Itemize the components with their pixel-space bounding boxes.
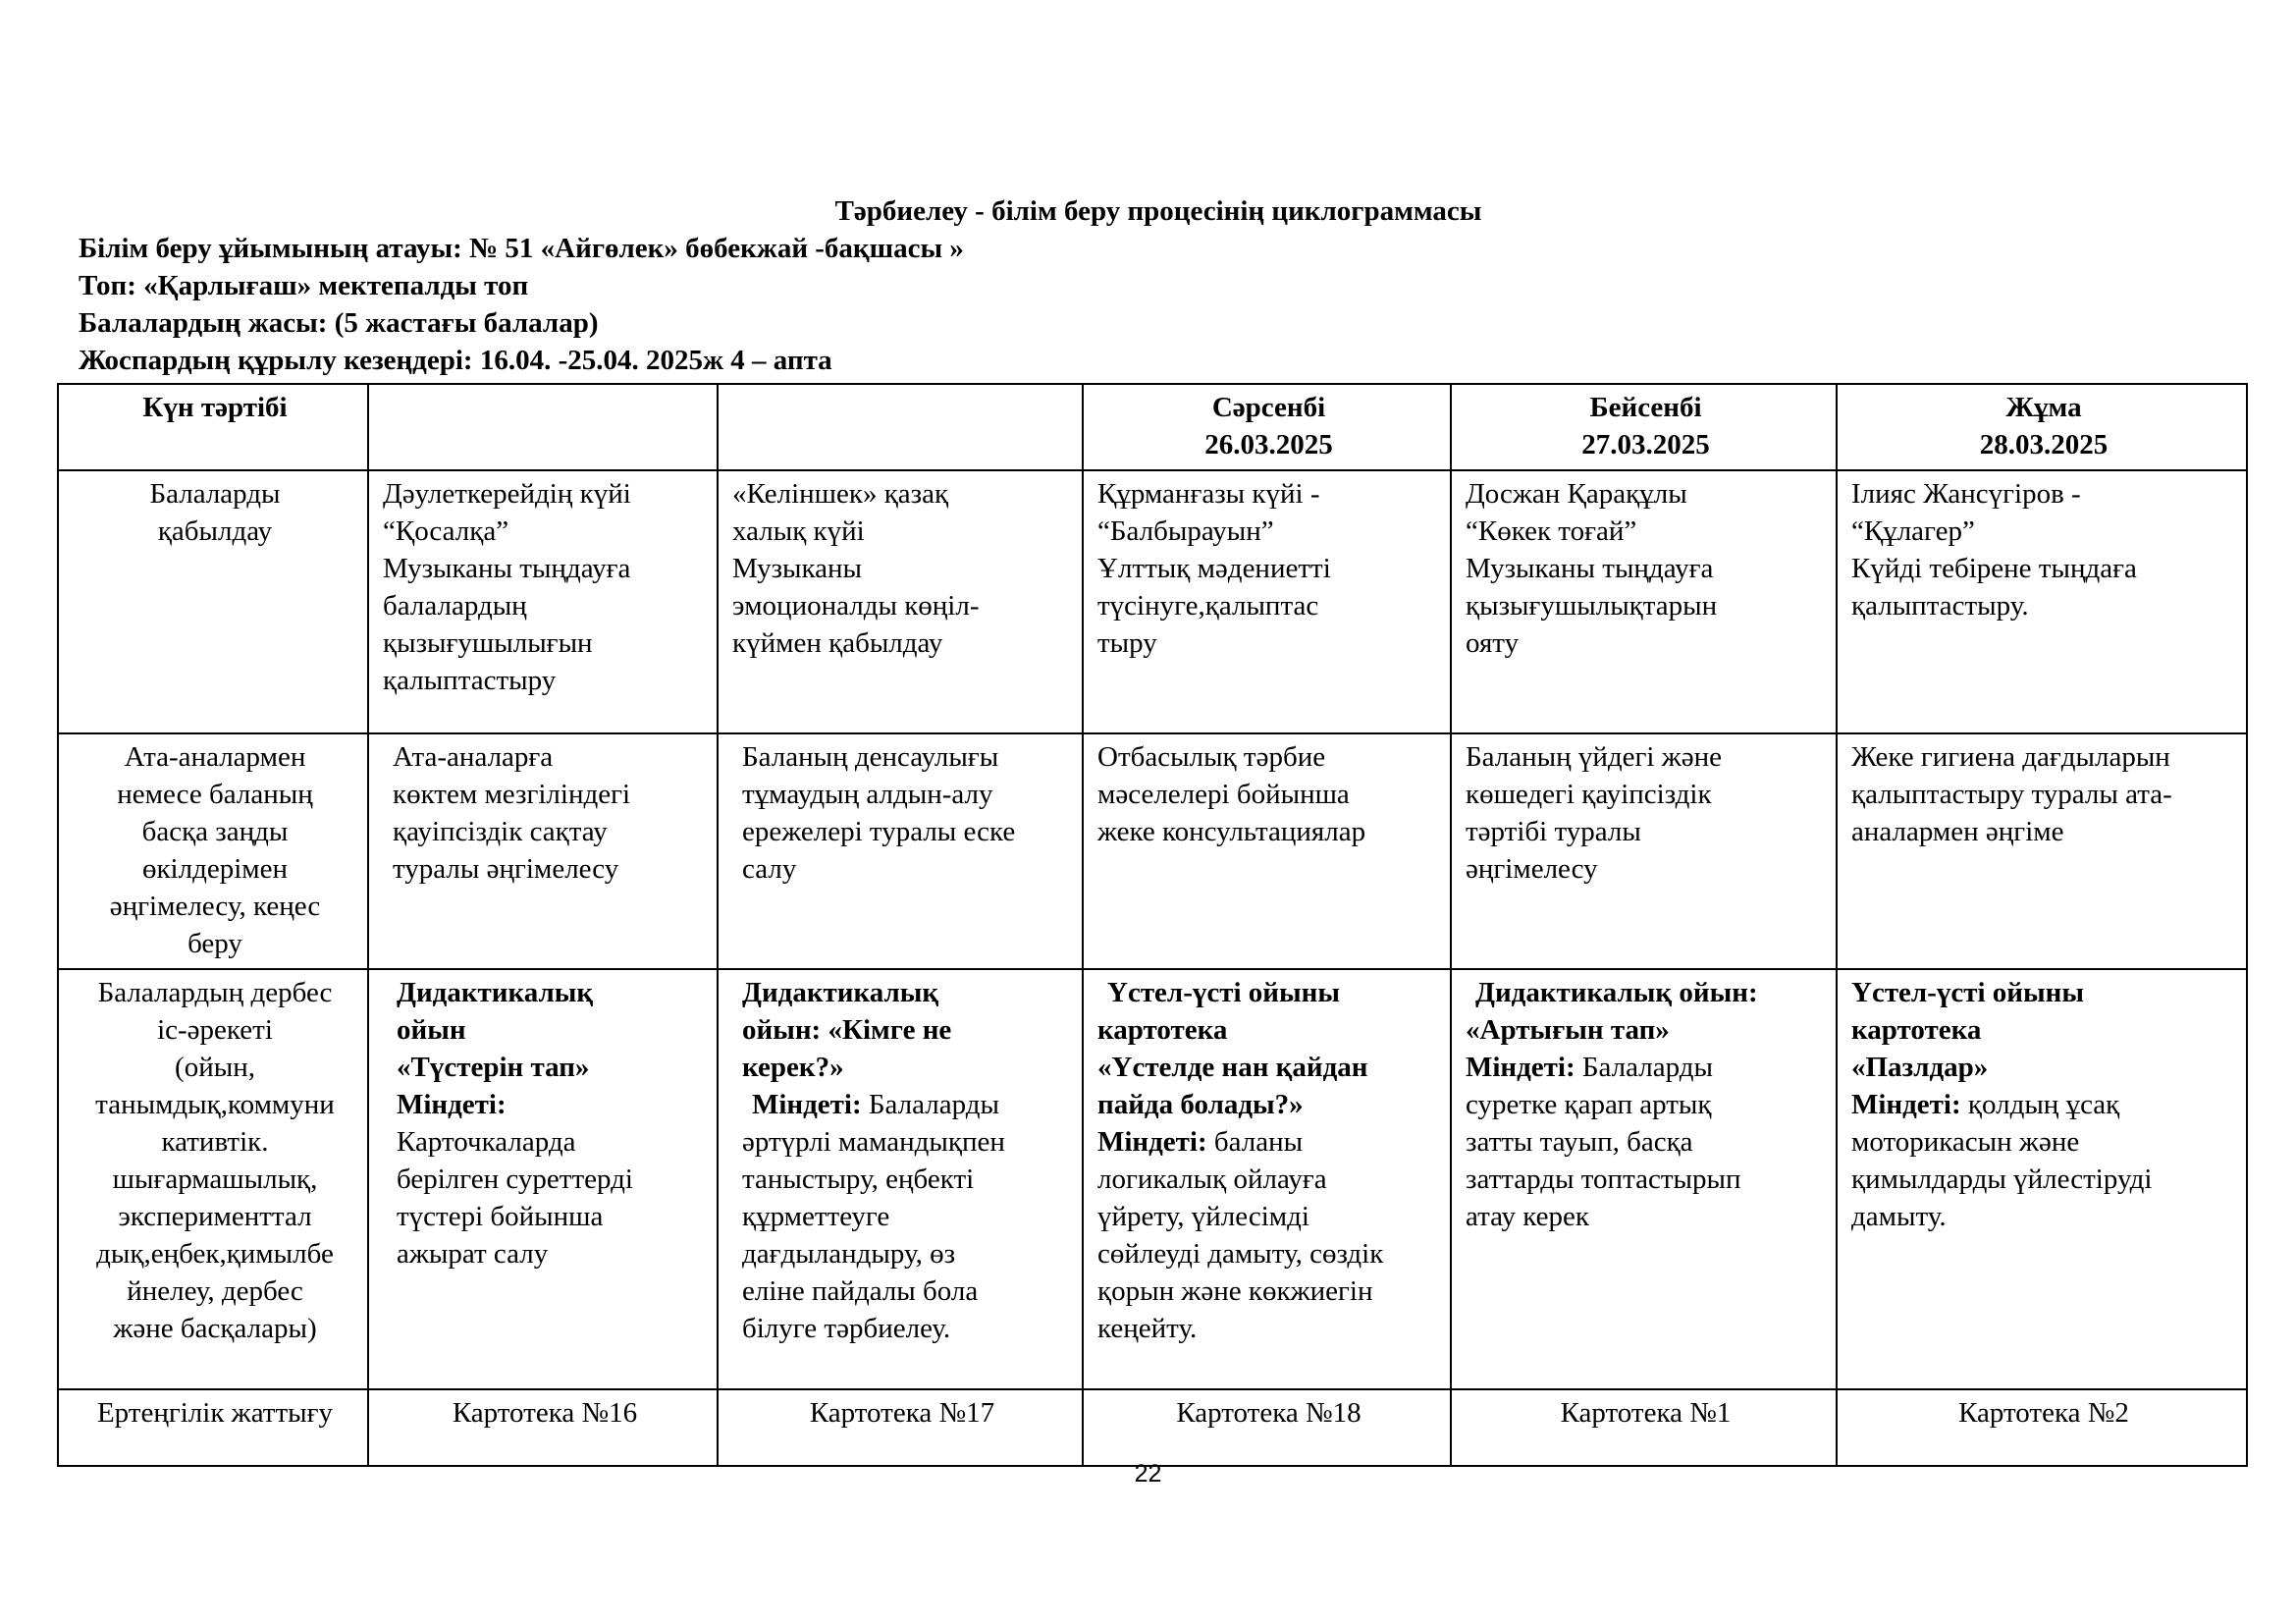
page-number: 22 xyxy=(1134,1460,1162,1488)
organization-name: Білім беру ұйымының атауы: № 51 «Айгөлек» бөбекжай -бақшасы » xyxy=(79,233,964,264)
day4-name: Бейсенбі xyxy=(1589,392,1702,423)
header-day4 xyxy=(1451,384,1837,470)
plan-period: Жоспардың құрылу кезеңдері: 16.04. -25.04. 2025ж 4 – апта xyxy=(79,345,832,376)
row3-cell-2: Дидактикалық ойын: «Кімге не керек?» Міндеті: Балаларды әртүрлі мамандықпен таныстыру, еңбекті құрметтеуге дағдыландыру, өз еліне пайдалы бола білуге тәрбиелеу. xyxy=(718,969,1083,1389)
header-day1 xyxy=(368,384,718,470)
row4-cell-5: Картотека №2 xyxy=(1837,1389,2247,1466)
children-age: Балалардың жасы: (5 жастағы балалар) xyxy=(79,307,599,339)
row2-cell-4: Баланың үйдегі және көшедегі қауіпсіздік тәртібі туралы әңгімелесу xyxy=(1451,733,1837,969)
table-header-row xyxy=(58,384,2247,470)
table-row xyxy=(58,470,2247,733)
header-routine: Күн тәртібі xyxy=(58,384,368,470)
row1-cell-3: Құрманғазы күйі - “Балбырауын” Ұлттық мәдениетті түсінуге,қалыптас тыру xyxy=(1083,470,1451,733)
row1-cell-4: Досжан Қарақұлы “Көкек тоғай” Музыканы тыңдауға қызығушылықтарын ояту xyxy=(1451,470,1837,733)
table-row xyxy=(58,969,2247,1389)
day3-date: 26.03.2025 xyxy=(1204,429,1333,460)
row2-cell-3: Отбасылық тәрбие мәселелері бойынша жеке консультациялар xyxy=(1083,733,1451,969)
group-name: Топ: «Қарлығаш» мектепалды топ xyxy=(79,270,529,301)
day5-name: Жұма xyxy=(2005,392,2082,423)
document-title: Тәрбиелеу - білім беру процесінің циклограммасы xyxy=(834,195,1482,227)
row1-cell-1: Дәулеткерейдің күйі “Қосалқа” Музыканы тыңдауға балалардың қызығушылығын қалыптастыру xyxy=(368,470,718,733)
row2-cell-5: Жеке гигиена дағдыларын қалыптастыру туралы ата- аналармен әңгіме xyxy=(1837,733,2247,969)
day4-date: 27.03.2025 xyxy=(1581,429,1710,460)
table-row xyxy=(58,733,2247,969)
row4-label: Ертеңгілік жаттығу xyxy=(58,1389,368,1466)
header-day3 xyxy=(1083,384,1451,470)
row4-cell-3: Картотека №18 xyxy=(1083,1389,1451,1466)
day3-name: Сәрсенбі xyxy=(1211,392,1326,423)
row3-cell-4: Дидактикалық ойын: «Артығын тап» Міндеті: Балаларды суретке қарап артық затты тауып, басқа заттарды топтастырып атау керек xyxy=(1451,969,1837,1389)
row2-label: Ата-аналармен немесе баланың басқа заңды өкілдерімен әңгімелесу, кеңес беру xyxy=(58,733,368,969)
header-day5 xyxy=(1837,384,2247,470)
document-header xyxy=(79,192,2238,379)
row1-label: Балаларды қабылдау xyxy=(58,470,368,733)
row4-cell-4: Картотека №1 xyxy=(1451,1389,1837,1466)
table-row xyxy=(58,1389,2247,1466)
row3-cell-1: Дидактикалық ойын «Түстерін тап» Міндеті: Карточкаларда берілген суреттерді түстері бойынша ажырат салу xyxy=(368,969,718,1389)
row4-cell-2: Картотека №17 xyxy=(718,1389,1083,1466)
header-day2 xyxy=(718,384,1083,470)
row1-cell-2: «Келіншек» қазақ халық күйі Музыканы эмоционалды көңіл- күймен қабылдау xyxy=(718,470,1083,733)
row2-cell-2: Баланың денсаулығы тұмаудың алдын-алу ережелері туралы еске салу xyxy=(718,733,1083,969)
row2-cell-1: Ата-аналарға көктем мезгіліндегі қауіпсіздік сақтау туралы әңгімелесу xyxy=(368,733,718,969)
day5-date: 28.03.2025 xyxy=(1979,429,2109,460)
cyclogram-table xyxy=(57,383,2248,1467)
row3-label: Балалардың дербес іс-әрекеті (ойын, танымдық,коммуни кативтік. шығармашылық, эксперименттал дық,еңбек,қимылбе йнелеу, дербес және басқалары) xyxy=(58,969,368,1389)
row1-cell-5: Ілияс Жансүгіров - “Құлагер” Күйді тебірене тыңдаға қалыптастыру. xyxy=(1837,470,2247,733)
row3-cell-3: Үстел-үсті ойыны картотека «Үстелде нан қайдан пайда болады?» Міндеті: баланы логикалық ойлауға үйрету, үйлесімді сөйлеуді дамыту, сөздік қорын және көкжиегін кеңейту. xyxy=(1083,969,1451,1389)
row3-cell-5: Үстел-үсті ойыны картотека «Пазлдар» Міндеті: қолдың ұсақ моторикасын және қимылдарды үйлестіруді дамыту. xyxy=(1837,969,2247,1389)
row4-cell-1: Картотека №16 xyxy=(368,1389,718,1466)
